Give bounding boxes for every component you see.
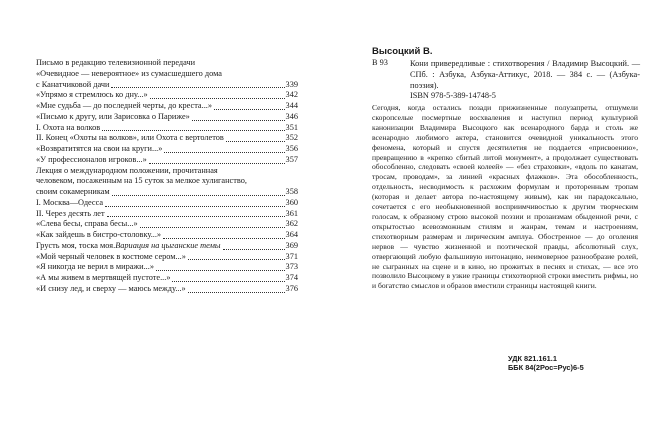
toc-line: «Слева бесы, справа бесы...» — [36, 219, 138, 229]
toc-leader — [140, 227, 285, 228]
toc-page-number: 364 — [285, 230, 298, 239]
toc-leader — [223, 249, 285, 250]
toc-line: человеком, посаженным на 15 суток за мелкое хулиганство, — [36, 176, 247, 186]
toc-page-number: 339 — [285, 79, 298, 89]
toc-leader — [102, 130, 284, 131]
toc-line: «Письмо к другу, или Зарисовка о Париже» — [36, 111, 190, 121]
card-bbk: ББК 84(2Рос=Рус)6-5 — [508, 363, 584, 373]
toc-leader — [226, 141, 285, 142]
toc-leader — [111, 87, 284, 88]
toc-line: «Как зайдешь в бистро-столовку...» — [36, 230, 162, 239]
card-bibliographic-entry: Кони привередливые : стихотворения / Владимир Высоцкий. — СПб. : Азбука, Азбука-Аттикус, 2018. — 384 с. — (Азбука-поэзия). — [410, 59, 640, 90]
toc-line: «У профессионалов игроков...» — [36, 154, 147, 164]
toc-page-number: 369 — [285, 240, 298, 250]
card-code: В 93 — [372, 58, 388, 67]
card-isbn: ISBN 978-5-389-14748-5 — [410, 91, 496, 100]
toc-page-number: 374 — [285, 273, 298, 282]
toc-item — [36, 123, 298, 134]
toc-leader — [107, 216, 285, 217]
toc-leader — [112, 195, 285, 196]
toc-leader — [156, 270, 285, 271]
toc-leader — [192, 120, 285, 121]
toc-page-number: 352 — [285, 133, 298, 143]
toc-line: Грусть моя, тоска моя. — [36, 240, 116, 250]
toc-page-number: 360 — [285, 197, 298, 207]
card-udk: УДК 821.161.1 — [508, 354, 557, 363]
toc-line: I. Охота на волков — [36, 122, 101, 132]
toc-line: «Возвратитятся на свои на круги...» — [36, 144, 163, 153]
toc-leader — [172, 281, 284, 282]
toc-line: Письмо в редакцию телевизионной передачи — [36, 58, 196, 67]
toc-page-number: 373 — [285, 262, 298, 272]
toc-page-number: 342 — [285, 90, 298, 100]
toc-item — [36, 273, 298, 284]
toc-page-number: 356 — [285, 144, 298, 153]
toc-leader — [188, 292, 285, 293]
card-author: Высоцкий В. — [372, 46, 433, 57]
toc-item — [36, 112, 298, 123]
toc-item — [36, 219, 298, 230]
toc-line: II. Через десять лет — [36, 208, 105, 218]
toc-page-number: 362 — [285, 219, 298, 229]
toc-leader — [164, 152, 284, 153]
toc-line: I. Москва—Одесса — [36, 197, 104, 207]
toc-leader — [150, 98, 285, 99]
toc-subtitle: Вариация на цыганские темы — [115, 240, 221, 250]
toc-item — [36, 90, 298, 101]
toc-item — [36, 133, 298, 144]
toc-leader — [163, 238, 284, 239]
toc-leader — [149, 163, 285, 164]
toc-page-number: 376 — [285, 283, 298, 293]
toc-item — [36, 252, 298, 263]
toc-leader — [188, 259, 285, 260]
toc-item — [36, 230, 298, 241]
toc-item — [36, 144, 298, 155]
toc-line: «И снизу лед, и сверху — маюсь между...» — [36, 283, 186, 293]
toc-line: «А мы живем в мертвящей пустоте...» — [36, 273, 171, 282]
card-classification — [508, 354, 584, 372]
toc-leader — [214, 109, 285, 110]
toc-item — [36, 262, 298, 273]
toc-item — [36, 166, 298, 198]
toc-line: «Мне судьба — до последней черты, до креста...» — [36, 101, 212, 110]
toc-item — [36, 198, 298, 209]
toc-item — [36, 209, 298, 220]
toc-page-number: 344 — [285, 101, 298, 110]
toc-item — [36, 58, 298, 90]
toc-line: с Канатчиковой дачи — [36, 79, 110, 89]
toc-line: «Очевидное — невероятное» из сумасшедшего дома — [36, 68, 222, 78]
toc-item — [36, 155, 298, 166]
toc-page-number: 361 — [285, 208, 298, 218]
toc-line: Лекция о международном положении, прочитанная — [36, 165, 218, 175]
toc-page-number: 351 — [285, 122, 298, 132]
toc-line: своим сокамерникам — [36, 187, 110, 196]
table-of-contents — [36, 58, 298, 295]
toc-page-number: 371 — [285, 251, 298, 261]
toc-page-number: 346 — [285, 111, 298, 121]
card-annotation: Сегодня, когда остались позади прижизненные полузапреты, отшумели скоропселые посмертные восхваления и наступил период культурной канонизации Владимира Высоцкого как всенародного барда и столь же всенародно любимого актера, становится очевидной уникальность этого феномена, который и спустя десятилетия не поддается «присвоению», превращению в «крепко сбитый литой монумент», а продолжает существовать обособленно, следовать «своей колеей» — «без страховки», «вдоль по канатам, тросам, проводам», за линией «красных флажков». Эта обособленность, отдельность, несводимость к расхожим формулам и проторенным тропам (которая и делает автора по-настоящему живым), как ни парадоксально, сочетается с его необыкновенной восприимчивостью к другим творческим голосам, к образному строю высокой поэзии и прозаизмам обыденной речи, с открытостью всевозможным стилям и жанрам, темам и настроениям, стихотворным размерам и лирическим амплуа. Обостренное — до оголения нервов — чувство жизненной и поэтической правды, абсолютный слух, отвергающий любую фальшивую интонацию, неимоверное разнообразие ролей, не сыгранных на сцене и в кино, но прожитых в песнях и стихах, — все это позволило Высоцкому в узкие границы стихотворной строки вместить рифмы, но и богатство смыслов и образов вместили страницы настоящей книги. — [372, 103, 638, 291]
toc-leader — [105, 206, 284, 207]
toc-line: «Я никогда не верил в миражи...» — [36, 262, 154, 272]
toc-item — [36, 101, 298, 112]
toc-line: II. Конец «Охоты на волков», или Охота с вертолетов — [36, 133, 224, 143]
toc-line: «Упрямо я стремлюсь ко дну...» — [36, 90, 148, 100]
toc-item — [36, 284, 298, 295]
toc-page-number: 357 — [285, 154, 298, 164]
toc-item — [36, 241, 298, 252]
toc-line: «Мой черный человек в костюме сером...» — [36, 251, 186, 261]
toc-page-number: 358 — [285, 187, 298, 196]
